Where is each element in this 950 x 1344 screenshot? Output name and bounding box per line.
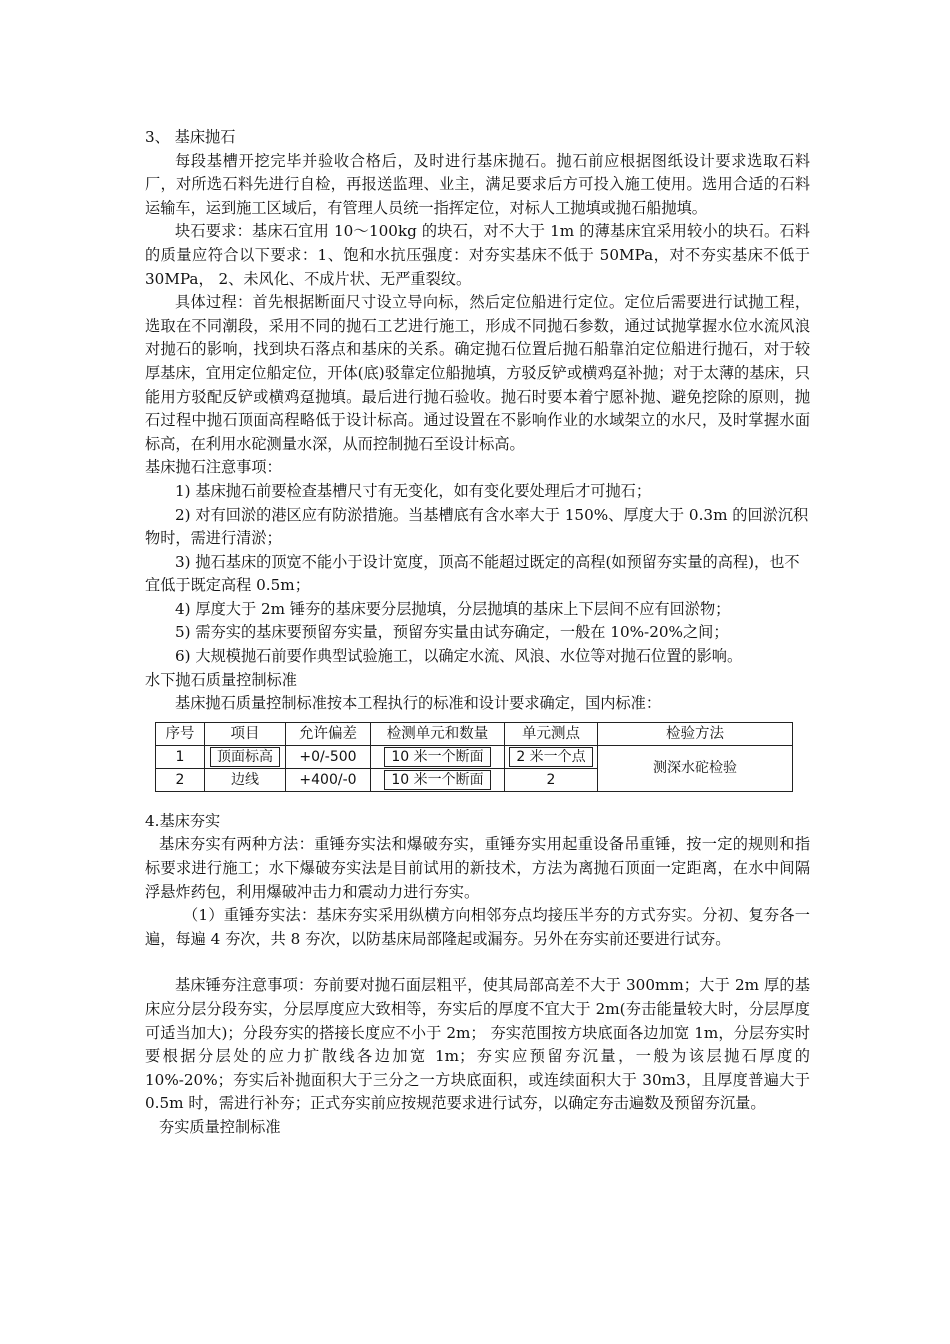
table-header-cell: 检测单元和数量	[371, 722, 505, 745]
table-cell-text: 10 米一个断面	[384, 770, 490, 790]
section4-heading: 4.基床夯实	[145, 811, 221, 830]
section3-paragraph-1: 每段基槽开挖完毕并验收合格后，及时进行基床抛石。抛石前应根据图纸设计要求选取石料厂，对所选石料先进行自检，再报送监理、业主，满足要求后方可投入施工使用。选用合适的石料运输车，运到施工区域后，有管理人员统一指挥定位，对标人工抛填或抛石船抛填。	[145, 151, 810, 217]
table-cell	[505, 745, 598, 768]
notes-title: 基床抛石注意事项：	[145, 458, 282, 477]
table-cell-text: 10 米一个断面	[384, 747, 490, 767]
section4-paragraph-3: 基床锤夯注意事项：夯前要对抛石面层粗平，使其局部高差不大于 300mm；大于 2m 厚的基床应分层分段夯实，分层厚度应大致相等，夯实后的厚度不宜大于 2m(夯击能量较大时，分层厚度可适当加大)；分段夯实的搭接长度应不小于 2m； 夯实范围按方块底面各边加宽 1m，分层夯实时要根据分层处的应力扩散线各边加宽 1m；夯实应预留夯沉量，一般为该层抛石厚度的 10%-20%；夯实后补抛面积大于三分之一方块底面积，或连续面积大于 30m3，且厚度普遍大于 0.5m 时，需进行补夯；正式夯实前应按规范要求进行试夯，以确定夯击遍数及预留夯沉量。	[145, 976, 810, 1113]
table-cell: 2	[505, 768, 598, 791]
note-item: 5) 需夯实的基床要预留夯实量，预留夯实量由试夯确定，一般在 10%-20%之间；	[175, 623, 729, 642]
section3-heading: 3、 基床抛石	[145, 128, 236, 146]
table-header-cell: 项目	[205, 722, 286, 745]
section4-quality-title: 夯实质量控制标准	[159, 1117, 281, 1136]
note-item: 6) 大规模抛石前要作典型试验施工，以确定水流、风浪、水位等对抛石位置的影响。	[175, 647, 743, 666]
table-cell: 1	[156, 745, 205, 768]
table-cell: 2	[156, 768, 205, 791]
document-page	[145, 126, 810, 1140]
table-cell-text: 2 米一个点	[509, 747, 592, 767]
section4-paragraph-1: 基床夯实有两种方法：重锤夯实法和爆破夯实，重锤夯实用起重设备吊重锤，按一定的规则和指标要求进行施工；水下爆破夯实法是目前试用的新技术，方法为离抛石顶面一定距离，在水中间隔浮悬炸药包，利用爆破冲击力和震动力进行夯实。	[145, 835, 810, 901]
table-cell	[205, 745, 286, 768]
table-row	[156, 745, 793, 768]
table-header-cell: 单元测点	[505, 722, 598, 745]
section3-paragraph-3: 具体过程：首先根据断面尺寸设立导向标，然后定位船进行定位。定位后需要进行试抛工程，选取在不同潮段，采用不同的抛石工艺进行施工，形成不同抛石参数，通过试抛掌握水位水流风浪对抛石的影响，找到块石落点和基床的关系。确定抛石位置后抛石船靠泊定位船进行抛石，对于较厚基床，宜用定位船定位，开体(底)驳靠定位船抛填，方驳反铲或横鸡趸补抛；对于太薄的基床，只能用方驳配反铲或横鸡趸抛填。最后进行抛石验收。抛石时要本着宁愿补抛、避免挖除的原则，抛石过程中抛石顶面高程略低于设计标高。通过设置在不影响作业的水域架立的水尺，及时掌握水面标高，在利用水砣测量水深，从而控制抛石至设计标高。	[145, 293, 810, 453]
note-item: 4) 厚度大于 2m 锤夯的基床要分层抛填，分层抛填的基床上下层间不应有回淤物；	[175, 599, 731, 618]
quality-standard-table	[155, 722, 793, 792]
table-cell: 边线	[205, 768, 286, 791]
table-cell-text: 顶面标高	[210, 747, 280, 767]
spacer	[145, 951, 810, 974]
note-item: 2) 对有回淤的港区应有防淤措施。当基槽底有含水率大于 150%、厚度大于 0.3m 的回淤沉积物时，需进行清淤；	[145, 505, 809, 548]
table-header-cell: 检验方法	[598, 722, 793, 745]
table-header-row	[156, 722, 793, 745]
note-item: 1) 基床抛石前要检查基槽尺寸有无变化，如有变化要处理后才可抛石；	[175, 481, 652, 500]
quality-title: 水下抛石质量控制标准	[145, 670, 297, 689]
note-item: 3) 抛石基床的顶宽不能小于设计宽度，顶高不能超过既定的高程(如预留夯实量的高程)，也不宜低于既定高程 0.5m；	[145, 552, 800, 595]
table-header-cell: 序号	[156, 722, 205, 745]
quality-intro: 基床抛石质量控制标准按本工程执行的标准和设计要求确定，国内标准：	[175, 694, 661, 713]
table-header-cell: 允许偏差	[286, 722, 371, 745]
section3-paragraph-2: 块石要求：基床石宜用 10～100kg 的块石，对不大于 1m 的薄基床宜采用较小的块石。石料的质量应符合以下要求：1、饱和水抗压强度：对夯实基床不低于 50MPa，对不夯实基床不低于 30MPa， 2、未风化、不成片状、无严重裂纹。	[145, 222, 810, 288]
table-cell	[371, 745, 505, 768]
table-cell: +0/-500	[286, 745, 371, 768]
table-cell	[371, 768, 505, 791]
section4-paragraph-2: （1）重锤夯实法：基床夯实采用纵横方向相邻夯点均接压半夯的方式夯实。分初、复夯各一遍，每遍 4 夯次，共 8 夯次，以防基床局部隆起或漏夯。另外在夯实前还要进行试夯。	[145, 906, 810, 948]
table-cell-method: 测深水砣检验	[598, 745, 793, 791]
table-cell: +400/-0	[286, 768, 371, 791]
